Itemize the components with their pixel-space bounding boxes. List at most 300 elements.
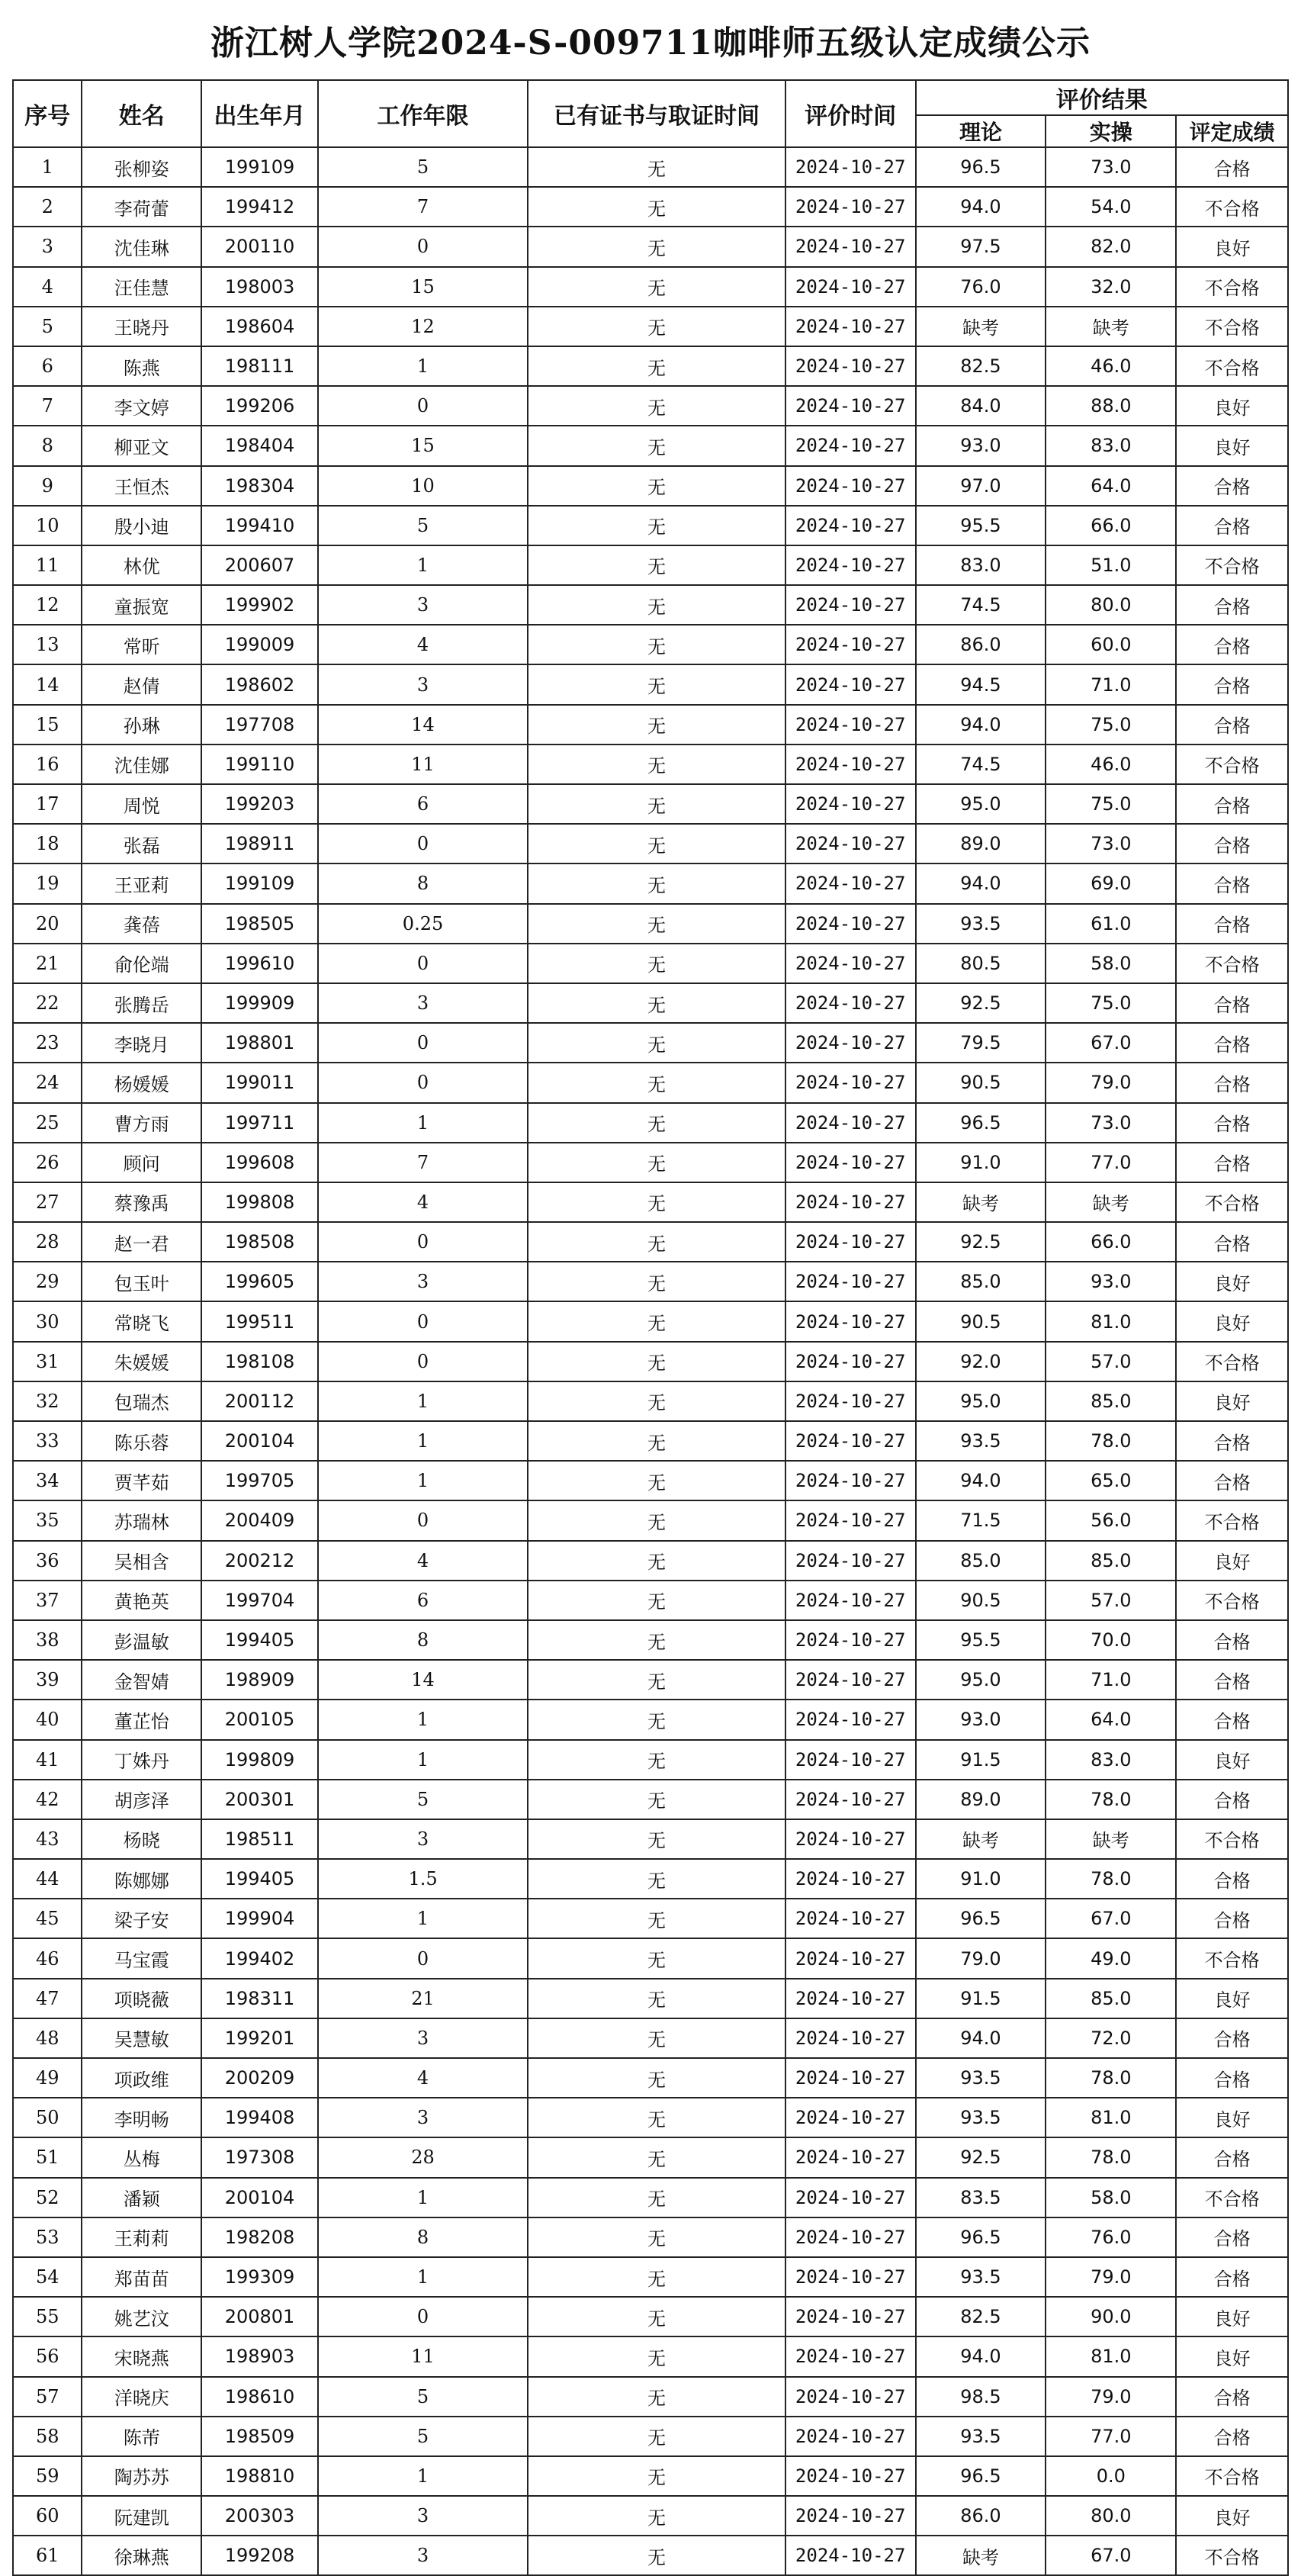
cell-practical: 69.0 (1046, 863, 1176, 903)
cell-work-years: 5 (318, 2417, 528, 2456)
cell-certificate: 无 (528, 1262, 785, 1301)
cell-seq: 2 (13, 187, 82, 227)
cell-practical: 70.0 (1046, 1620, 1176, 1660)
cell-seq: 17 (13, 784, 82, 824)
cell-name: 孙琳 (82, 705, 201, 744)
cell-work-years: 21 (318, 1979, 528, 2018)
cell-grade: 不合格 (1176, 1819, 1288, 1859)
cell-work-years: 10 (318, 466, 528, 506)
cell-work-years: 1 (318, 1899, 528, 1938)
cell-theory: 95.0 (916, 1660, 1046, 1700)
cell-seq: 3 (13, 227, 82, 266)
cell-eval-date: 2024-10-27 (785, 1063, 916, 1102)
table-row (13, 1620, 1288, 1660)
cell-birth: 199410 (201, 506, 318, 545)
cell-name: 陈燕 (82, 346, 201, 386)
cell-work-years: 3 (318, 1819, 528, 1859)
cell-theory: 90.5 (916, 1301, 1046, 1341)
cell-seq: 47 (13, 1979, 82, 2018)
header-eval-date: 评价时间 (785, 80, 916, 147)
cell-eval-date: 2024-10-27 (785, 1342, 916, 1381)
cell-work-years: 1.5 (318, 1859, 528, 1899)
cell-grade: 合格 (1176, 2018, 1288, 2058)
header-birth: 出生年月 (201, 80, 318, 147)
cell-name: 沈佳琳 (82, 227, 201, 266)
cell-certificate: 无 (528, 1301, 785, 1341)
cell-certificate: 无 (528, 1342, 785, 1381)
table-row (13, 1222, 1288, 1262)
cell-birth: 199402 (201, 1938, 318, 1978)
cell-theory: 97.0 (916, 466, 1046, 506)
cell-name: 吴慧敏 (82, 2018, 201, 2058)
cell-theory: 96.5 (916, 147, 1046, 187)
cell-eval-date: 2024-10-27 (785, 2257, 916, 2297)
cell-eval-date: 2024-10-27 (785, 1740, 916, 1780)
cell-certificate: 无 (528, 1700, 785, 1739)
cell-name: 郑苗苗 (82, 2257, 201, 2297)
cell-name: 赵倩 (82, 664, 201, 704)
cell-certificate: 无 (528, 2417, 785, 2456)
cell-grade: 合格 (1176, 1780, 1288, 1819)
table-row (13, 2018, 1288, 2058)
cell-seq: 28 (13, 1222, 82, 1262)
cell-seq: 31 (13, 1342, 82, 1381)
cell-theory: 94.0 (916, 1461, 1046, 1500)
header-work-years: 工作年限 (318, 80, 528, 147)
cell-grade: 良好 (1176, 2336, 1288, 2376)
cell-grade: 良好 (1176, 2098, 1288, 2137)
cell-eval-date: 2024-10-27 (785, 863, 916, 903)
cell-seq: 43 (13, 1819, 82, 1859)
cell-practical: 46.0 (1046, 346, 1176, 386)
cell-eval-date: 2024-10-27 (785, 2377, 916, 2417)
cell-certificate: 无 (528, 944, 785, 983)
cell-eval-date: 2024-10-27 (785, 664, 916, 704)
table-row (13, 904, 1288, 944)
cell-eval-date: 2024-10-27 (785, 585, 916, 625)
cell-practical: 78.0 (1046, 1859, 1176, 1899)
cell-grade: 合格 (1176, 1660, 1288, 1700)
cell-certificate: 无 (528, 346, 785, 386)
cell-theory: 82.5 (916, 346, 1046, 386)
cell-grade: 不合格 (1176, 1581, 1288, 1620)
cell-seq: 23 (13, 1023, 82, 1063)
cell-birth: 200110 (201, 227, 318, 266)
cell-grade: 合格 (1176, 705, 1288, 744)
cell-grade: 合格 (1176, 1143, 1288, 1182)
cell-seq: 29 (13, 1262, 82, 1301)
cell-eval-date: 2024-10-27 (785, 625, 916, 664)
cell-eval-date: 2024-10-27 (785, 1103, 916, 1143)
cell-grade: 合格 (1176, 2137, 1288, 2177)
cell-name: 金智婧 (82, 1660, 201, 1700)
cell-name: 龚蓓 (82, 904, 201, 944)
cell-practical: 32.0 (1046, 267, 1176, 307)
page-title: 浙江树人学院2024-S-009711咖啡师五级认定成绩公示 (210, 24, 1091, 63)
cell-name: 梁子安 (82, 1899, 201, 1938)
cell-birth: 199705 (201, 1461, 318, 1500)
cell-theory: 90.5 (916, 1581, 1046, 1620)
cell-seq: 52 (13, 2178, 82, 2217)
cell-name: 包玉叶 (82, 1262, 201, 1301)
cell-practical: 90.0 (1046, 2297, 1176, 2336)
cell-certificate: 无 (528, 307, 785, 346)
table-row (13, 386, 1288, 426)
cell-work-years: 3 (318, 2018, 528, 2058)
cell-practical: 57.0 (1046, 1581, 1176, 1620)
cell-birth: 198108 (201, 1342, 318, 1381)
table-row (13, 1780, 1288, 1819)
cell-theory: 83.5 (916, 2178, 1046, 2217)
cell-certificate: 无 (528, 2178, 785, 2217)
table-row (13, 944, 1288, 983)
cell-work-years: 0 (318, 1342, 528, 1381)
cell-work-years: 7 (318, 1143, 528, 1182)
cell-practical: 75.0 (1046, 705, 1176, 744)
table-row (13, 1381, 1288, 1421)
cell-eval-date: 2024-10-27 (785, 1899, 916, 1938)
cell-work-years: 3 (318, 2496, 528, 2536)
cell-work-years: 3 (318, 2098, 528, 2137)
cell-name: 林优 (82, 545, 201, 585)
cell-birth: 199109 (201, 147, 318, 187)
cell-eval-date: 2024-10-27 (785, 1182, 916, 1222)
cell-name: 曹方雨 (82, 1103, 201, 1143)
table-row (13, 227, 1288, 266)
cell-work-years: 28 (318, 2137, 528, 2177)
cell-certificate: 无 (528, 2058, 785, 2098)
cell-certificate: 无 (528, 1143, 785, 1182)
cell-work-years: 0 (318, 1063, 528, 1102)
cell-work-years: 6 (318, 1581, 528, 1620)
cell-name: 蔡豫禹 (82, 1182, 201, 1222)
cell-birth: 197708 (201, 705, 318, 744)
cell-birth: 200104 (201, 1421, 318, 1461)
cell-practical: 85.0 (1046, 1979, 1176, 2018)
cell-practical: 77.0 (1046, 2417, 1176, 2456)
cell-eval-date: 2024-10-27 (785, 904, 916, 944)
cell-name: 杨晓 (82, 1819, 201, 1859)
cell-seq: 35 (13, 1500, 82, 1540)
cell-certificate: 无 (528, 705, 785, 744)
cell-work-years: 4 (318, 625, 528, 664)
cell-seq: 46 (13, 1938, 82, 1978)
cell-certificate: 无 (528, 1421, 785, 1461)
cell-practical: 51.0 (1046, 545, 1176, 585)
cell-grade: 不合格 (1176, 744, 1288, 784)
cell-eval-date: 2024-10-27 (785, 1541, 916, 1581)
cell-practical: 85.0 (1046, 1381, 1176, 1421)
cell-seq: 5 (13, 307, 82, 346)
cell-seq: 18 (13, 824, 82, 863)
cell-birth: 200301 (201, 1780, 318, 1819)
cell-birth: 198508 (201, 1222, 318, 1262)
cell-name: 朱媛媛 (82, 1342, 201, 1381)
cell-work-years: 11 (318, 2336, 528, 2376)
cell-name: 殷小迪 (82, 506, 201, 545)
cell-theory: 91.0 (916, 1143, 1046, 1182)
cell-birth: 199608 (201, 1143, 318, 1182)
table-row (13, 2377, 1288, 2417)
table-row (13, 983, 1288, 1023)
cell-seq: 61 (13, 2536, 82, 2575)
cell-work-years: 1 (318, 1700, 528, 1739)
cell-seq: 60 (13, 2496, 82, 2536)
cell-theory: 96.5 (916, 1103, 1046, 1143)
cell-work-years: 1 (318, 1461, 528, 1500)
cell-eval-date: 2024-10-27 (785, 1620, 916, 1660)
cell-eval-date: 2024-10-27 (785, 705, 916, 744)
cell-birth: 198610 (201, 2377, 318, 2417)
cell-seq: 59 (13, 2456, 82, 2496)
cell-seq: 16 (13, 744, 82, 784)
table-row (13, 824, 1288, 863)
cell-grade: 不合格 (1176, 1500, 1288, 1540)
cell-name: 项政维 (82, 2058, 201, 2098)
cell-birth: 198903 (201, 2336, 318, 2376)
cell-eval-date: 2024-10-27 (785, 1262, 916, 1301)
cell-practical: 83.0 (1046, 426, 1176, 465)
cell-work-years: 4 (318, 1182, 528, 1222)
cell-birth: 199909 (201, 983, 318, 1023)
cell-name: 陈乐蓉 (82, 1421, 201, 1461)
cell-work-years: 8 (318, 1620, 528, 1660)
table-row (13, 1581, 1288, 1620)
table-row (13, 1541, 1288, 1581)
cell-theory: 94.0 (916, 2336, 1046, 2376)
cell-seq: 1 (13, 147, 82, 187)
cell-practical: 80.0 (1046, 585, 1176, 625)
cell-eval-date: 2024-10-27 (785, 147, 916, 187)
cell-practical: 缺考 (1046, 307, 1176, 346)
cell-theory: 71.5 (916, 1500, 1046, 1540)
cell-birth: 199412 (201, 187, 318, 227)
cell-eval-date: 2024-10-27 (785, 346, 916, 386)
cell-work-years: 3 (318, 2536, 528, 2575)
cell-name: 汪佳慧 (82, 267, 201, 307)
cell-theory: 94.5 (916, 664, 1046, 704)
cell-seq: 7 (13, 386, 82, 426)
cell-eval-date: 2024-10-27 (785, 2058, 916, 2098)
cell-theory: 84.0 (916, 386, 1046, 426)
table-row (13, 863, 1288, 903)
cell-eval-date: 2024-10-27 (785, 1780, 916, 1819)
header-practical: 实操 (1046, 115, 1176, 147)
cell-theory: 85.0 (916, 1541, 1046, 1581)
cell-practical: 71.0 (1046, 664, 1176, 704)
cell-seq: 34 (13, 1461, 82, 1500)
cell-theory: 93.5 (916, 1421, 1046, 1461)
cell-theory: 94.0 (916, 2018, 1046, 2058)
cell-work-years: 15 (318, 267, 528, 307)
cell-grade: 良好 (1176, 2496, 1288, 2536)
cell-work-years: 5 (318, 1780, 528, 1819)
table-row (13, 1979, 1288, 2018)
cell-work-years: 14 (318, 705, 528, 744)
cell-grade: 合格 (1176, 664, 1288, 704)
cell-grade: 不合格 (1176, 267, 1288, 307)
cell-work-years: 3 (318, 664, 528, 704)
cell-eval-date: 2024-10-27 (785, 506, 916, 545)
cell-eval-date: 2024-10-27 (785, 784, 916, 824)
cell-birth: 198511 (201, 1819, 318, 1859)
cell-birth: 198509 (201, 2417, 318, 2456)
cell-certificate: 无 (528, 545, 785, 585)
cell-grade: 合格 (1176, 904, 1288, 944)
cell-certificate: 无 (528, 664, 785, 704)
cell-grade: 不合格 (1176, 1342, 1288, 1381)
cell-grade: 合格 (1176, 863, 1288, 903)
cell-name: 姚艺汶 (82, 2297, 201, 2336)
cell-work-years: 0 (318, 1938, 528, 1978)
table-row (13, 1899, 1288, 1938)
cell-practical: 73.0 (1046, 824, 1176, 863)
cell-certificate: 无 (528, 2377, 785, 2417)
cell-certificate: 无 (528, 983, 785, 1023)
cell-eval-date: 2024-10-27 (785, 824, 916, 863)
table-row (13, 1500, 1288, 1540)
cell-birth: 198911 (201, 824, 318, 863)
cell-practical: 67.0 (1046, 2536, 1176, 2575)
cell-name: 宋晓燕 (82, 2336, 201, 2376)
cell-birth: 198801 (201, 1023, 318, 1063)
cell-practical: 71.0 (1046, 1660, 1176, 1700)
cell-eval-date: 2024-10-27 (785, 2336, 916, 2376)
cell-theory: 76.0 (916, 267, 1046, 307)
cell-name: 柳亚文 (82, 426, 201, 465)
cell-theory: 96.5 (916, 2456, 1046, 2496)
cell-grade: 合格 (1176, 506, 1288, 545)
cell-seq: 50 (13, 2098, 82, 2137)
cell-work-years: 1 (318, 1103, 528, 1143)
cell-certificate: 无 (528, 1938, 785, 1978)
cell-name: 李文婷 (82, 386, 201, 426)
cell-grade: 合格 (1176, 2257, 1288, 2297)
table-row (13, 1063, 1288, 1102)
cell-certificate: 无 (528, 1541, 785, 1581)
cell-grade: 不合格 (1176, 545, 1288, 585)
cell-grade: 良好 (1176, 1979, 1288, 2018)
cell-certificate: 无 (528, 1660, 785, 1700)
cell-certificate: 无 (528, 1780, 785, 1819)
cell-practical: 78.0 (1046, 1421, 1176, 1461)
cell-birth: 200112 (201, 1381, 318, 1421)
cell-name: 丛梅 (82, 2137, 201, 2177)
cell-name: 杨媛媛 (82, 1063, 201, 1102)
cell-name: 李明畅 (82, 2098, 201, 2137)
cell-grade: 良好 (1176, 227, 1288, 266)
cell-certificate: 无 (528, 1740, 785, 1780)
cell-theory: 74.5 (916, 585, 1046, 625)
cell-birth: 198909 (201, 1660, 318, 1700)
cell-birth: 198810 (201, 2456, 318, 2496)
cell-birth: 199405 (201, 1620, 318, 1660)
cell-theory: 93.5 (916, 2417, 1046, 2456)
header-grade: 评定成绩 (1176, 115, 1288, 147)
cell-birth: 199405 (201, 1859, 318, 1899)
cell-name: 李荷蕾 (82, 187, 201, 227)
cell-practical: 79.0 (1046, 2377, 1176, 2417)
cell-seq: 51 (13, 2137, 82, 2177)
cell-birth: 200209 (201, 2058, 318, 2098)
cell-seq: 6 (13, 346, 82, 386)
cell-certificate: 无 (528, 1859, 785, 1899)
cell-name: 童振宽 (82, 585, 201, 625)
results-table (12, 79, 1289, 2576)
cell-name: 王莉莉 (82, 2217, 201, 2257)
cell-theory: 91.0 (916, 1859, 1046, 1899)
cell-seq: 8 (13, 426, 82, 465)
cell-work-years: 0 (318, 944, 528, 983)
cell-grade: 合格 (1176, 1421, 1288, 1461)
cell-birth: 199309 (201, 2257, 318, 2297)
cell-seq: 42 (13, 1780, 82, 1819)
table-row (13, 585, 1288, 625)
cell-certificate: 无 (528, 904, 785, 944)
cell-eval-date: 2024-10-27 (785, 2456, 916, 2496)
cell-grade: 良好 (1176, 1740, 1288, 1780)
cell-birth: 199605 (201, 1262, 318, 1301)
cell-work-years: 1 (318, 2257, 528, 2297)
table-row (13, 1103, 1288, 1143)
cell-theory: 93.0 (916, 426, 1046, 465)
cell-grade: 不合格 (1176, 346, 1288, 386)
cell-certificate: 无 (528, 2297, 785, 2336)
cell-certificate: 无 (528, 2456, 785, 2496)
cell-theory: 95.0 (916, 784, 1046, 824)
cell-grade: 合格 (1176, 784, 1288, 824)
table-row (13, 1342, 1288, 1381)
cell-theory: 95.5 (916, 506, 1046, 545)
cell-grade: 合格 (1176, 147, 1288, 187)
table-row (13, 2098, 1288, 2137)
cell-eval-date: 2024-10-27 (785, 267, 916, 307)
table-row (13, 2536, 1288, 2575)
cell-grade: 不合格 (1176, 187, 1288, 227)
cell-eval-date: 2024-10-27 (785, 1023, 916, 1063)
cell-practical: 78.0 (1046, 1780, 1176, 1819)
cell-practical: 缺考 (1046, 1182, 1176, 1222)
cell-theory: 97.5 (916, 227, 1046, 266)
cell-practical: 49.0 (1046, 1938, 1176, 1978)
cell-name: 董芷怡 (82, 1700, 201, 1739)
cell-grade: 不合格 (1176, 2456, 1288, 2496)
cell-eval-date: 2024-10-27 (785, 307, 916, 346)
cell-eval-date: 2024-10-27 (785, 1859, 916, 1899)
cell-practical: 64.0 (1046, 466, 1176, 506)
cell-grade: 合格 (1176, 2417, 1288, 2456)
cell-eval-date: 2024-10-27 (785, 983, 916, 1023)
cell-name: 黄艳英 (82, 1581, 201, 1620)
cell-name: 潘颖 (82, 2178, 201, 2217)
cell-work-years: 1 (318, 1421, 528, 1461)
table-row (13, 2058, 1288, 2098)
cell-practical: 66.0 (1046, 1222, 1176, 1262)
cell-certificate: 无 (528, 2098, 785, 2137)
cell-work-years: 1 (318, 2178, 528, 2217)
cell-eval-date: 2024-10-27 (785, 227, 916, 266)
cell-practical: 60.0 (1046, 625, 1176, 664)
cell-seq: 55 (13, 2297, 82, 2336)
cell-eval-date: 2024-10-27 (785, 1819, 916, 1859)
header-theory: 理论 (916, 115, 1046, 147)
cell-grade: 良好 (1176, 1262, 1288, 1301)
cell-seq: 10 (13, 506, 82, 545)
table-row (13, 2137, 1288, 2177)
cell-practical: 61.0 (1046, 904, 1176, 944)
cell-theory: 93.0 (916, 1700, 1046, 1739)
table-row (13, 1740, 1288, 1780)
